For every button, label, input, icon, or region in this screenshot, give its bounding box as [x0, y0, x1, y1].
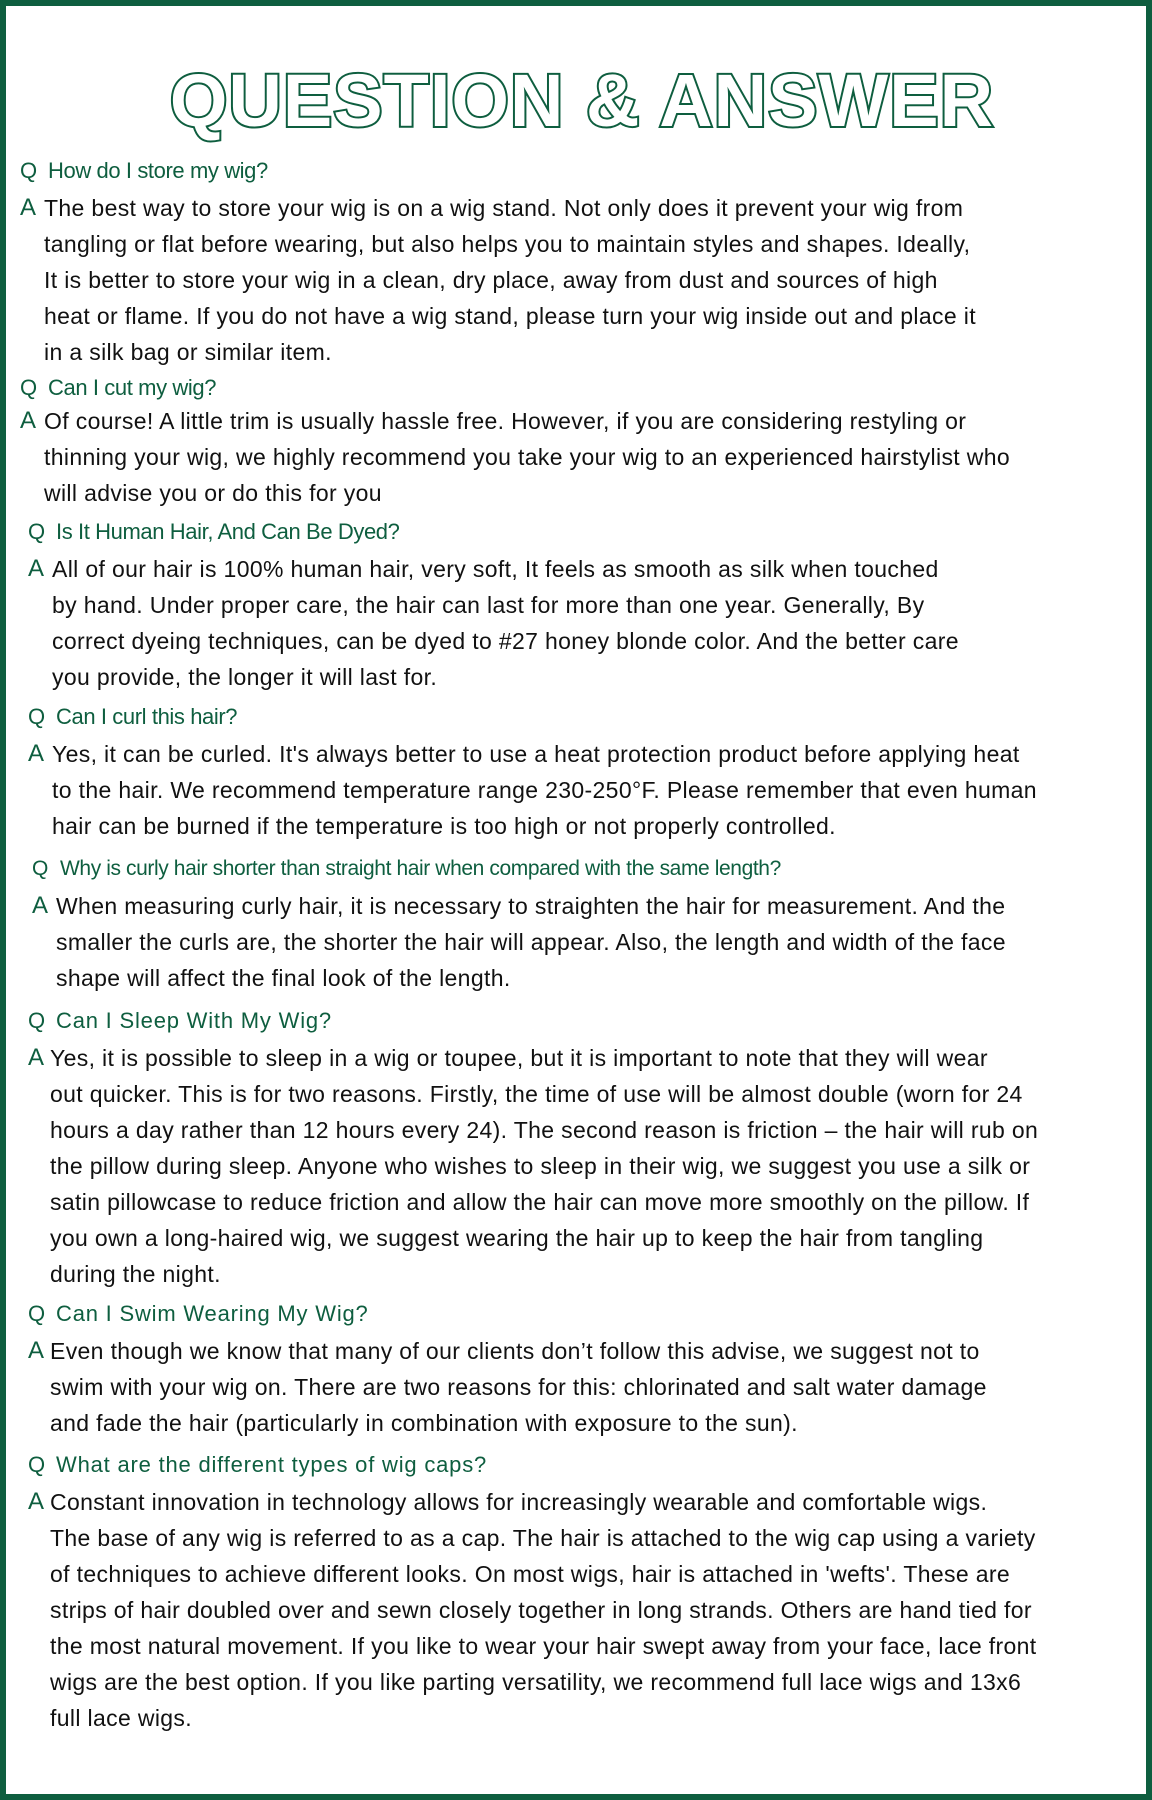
question-2 — [20, 373, 1152, 403]
q-marker: Q — [32, 857, 48, 880]
answer-text: Of course! A little trim is usually hassle free. However, if you are considering restyling or thinning your wig, we highly recommend you take your wig to an experienced hairstylist who will advise you or do this for you — [44, 408, 1011, 506]
question-text: Why is curly hair shorter than straight hair when compared with the same length? — [60, 857, 781, 880]
a-marker: A — [20, 194, 37, 221]
q-marker: Q — [28, 1301, 46, 1326]
page-title: QUESTION & ANSWER — [169, 59, 995, 142]
answer-7 — [28, 1333, 1152, 1441]
a-marker: A — [20, 407, 37, 434]
faq-item-5 — [6, 854, 1152, 996]
answer-text: All of our hair is 100% human hair, very soft, It feels as smooth as silk when touched by hand. Under proper care, the hair can last for more than one year. Generally, By correct dyeing techniques, can be dyed to #27 honey blonde color. And the better care you provide, the longer it will last for. — [52, 556, 959, 690]
answer-text: Yes, it can be curled. It's always better to use a heat protection product before applying heat to the hair. We recommend temperature range 230-250°F. Please remember that even human hair can be burned if the temperature is too high or not properly controlled. — [52, 741, 1037, 839]
a-marker: A — [28, 1337, 45, 1364]
a-marker: A — [32, 892, 49, 919]
question-4 — [28, 702, 1152, 732]
q-marker: Q — [28, 519, 45, 544]
question-text: Can I cut my wig? — [48, 375, 217, 400]
answer-3 — [28, 551, 1152, 695]
faq-item-1 — [6, 156, 1152, 370]
faq-item-4 — [6, 702, 1152, 844]
question-6 — [28, 1006, 1152, 1036]
answer-1 — [20, 190, 1152, 370]
faq-item-3 — [6, 517, 1152, 695]
question-8 — [28, 1450, 1152, 1480]
question-text: Can I curl this hair? — [56, 704, 238, 729]
faq-item-7 — [6, 1299, 1152, 1441]
answer-text: Yes, it is possible to sleep in a wig or toupee, but it is important to note that they will wear out quicker. This is for two reasons. Firstly, the time of use will be almost double (worn for 24 hours a day rather than 12 hours every 24). The second reason is friction – the hair will rub on the pillow during sleep. Anyone who wishes to sleep in their wig, we suggest you use a silk or satin pillowcase to reduce friction and allow the hair can move more smoothly on the pillow. If you own a long-haired wig, we suggest wearing the hair up to keep the hair from tangling during the night. — [50, 1045, 1039, 1287]
answer-8 — [28, 1484, 1152, 1736]
q-marker: Q — [20, 375, 37, 400]
question-text: Can I Sleep With My Wig? — [56, 1008, 332, 1033]
answer-4 — [28, 736, 1152, 844]
q-marker: Q — [28, 1008, 46, 1033]
question-text: Is It Human Hair, And Can Be Dyed? — [56, 519, 400, 544]
question-text: What are the different types of wig caps? — [56, 1452, 488, 1477]
faq-item-2 — [6, 373, 1152, 511]
a-marker: A — [28, 1488, 45, 1515]
faq-item-6 — [6, 1006, 1152, 1292]
answer-text: The best way to store your wig is on a wig stand. Not only does it prevent your wig from tangling or flat before wearing, but also helps you to maintain styles and shapes. Ideally, It is better to store your wig in a clean, dry place, away from dust and sources of high heat or flame. If you do not have a wig stand, please turn your wig inside out and place it in a silk bag or similar item. — [44, 195, 976, 365]
question-7 — [28, 1299, 1152, 1329]
q-marker: Q — [28, 704, 45, 729]
faq-item-8 — [6, 1450, 1152, 1736]
answer-text: Constant innovation in technology allows for increasingly wearable and comfortable wigs. The base of any wig is referred to as a cap. The hair is attached to the wig cap using a variety of techniques to achieve different looks. On most wigs, hair is attached in 'wefts'. These are strips of hair doubled over and sewn closely together in long strands. Others are hand tied for the most natural movement. If you like to wear your hair swept away from your face, lace front wigs are the best option. If you like parting versatility, we recommend full lace wigs and 13x6 full lace wigs. — [50, 1489, 1037, 1731]
answer-text: When measuring curly hair, it is necessary to straighten the hair for measurement. And the smaller the curls are, the shorter the hair will appear. Also, the length and width of the face shape will affect the final look of the length. — [56, 893, 1006, 991]
question-1 — [20, 156, 1152, 186]
answer-5 — [32, 888, 1152, 996]
question-5 — [32, 854, 1152, 884]
question-3 — [28, 517, 1152, 547]
a-marker: A — [28, 740, 45, 767]
answer-6 — [28, 1040, 1152, 1292]
answer-2 — [20, 403, 1152, 511]
a-marker: A — [28, 555, 45, 582]
question-text: Can I Swim Wearing My Wig? — [56, 1301, 369, 1326]
a-marker: A — [28, 1044, 45, 1071]
q-marker: Q — [28, 1452, 46, 1477]
q-marker: Q — [20, 158, 37, 183]
answer-text: Even though we know that many of our clients don’t follow this advise, we suggest not to swim with your wig on. There are two reasons for this: chlorinated and salt water damage and fade the hair (particularly in combination with exposure to the sun). — [50, 1338, 987, 1436]
question-text: How do I store my wig? — [48, 158, 268, 183]
